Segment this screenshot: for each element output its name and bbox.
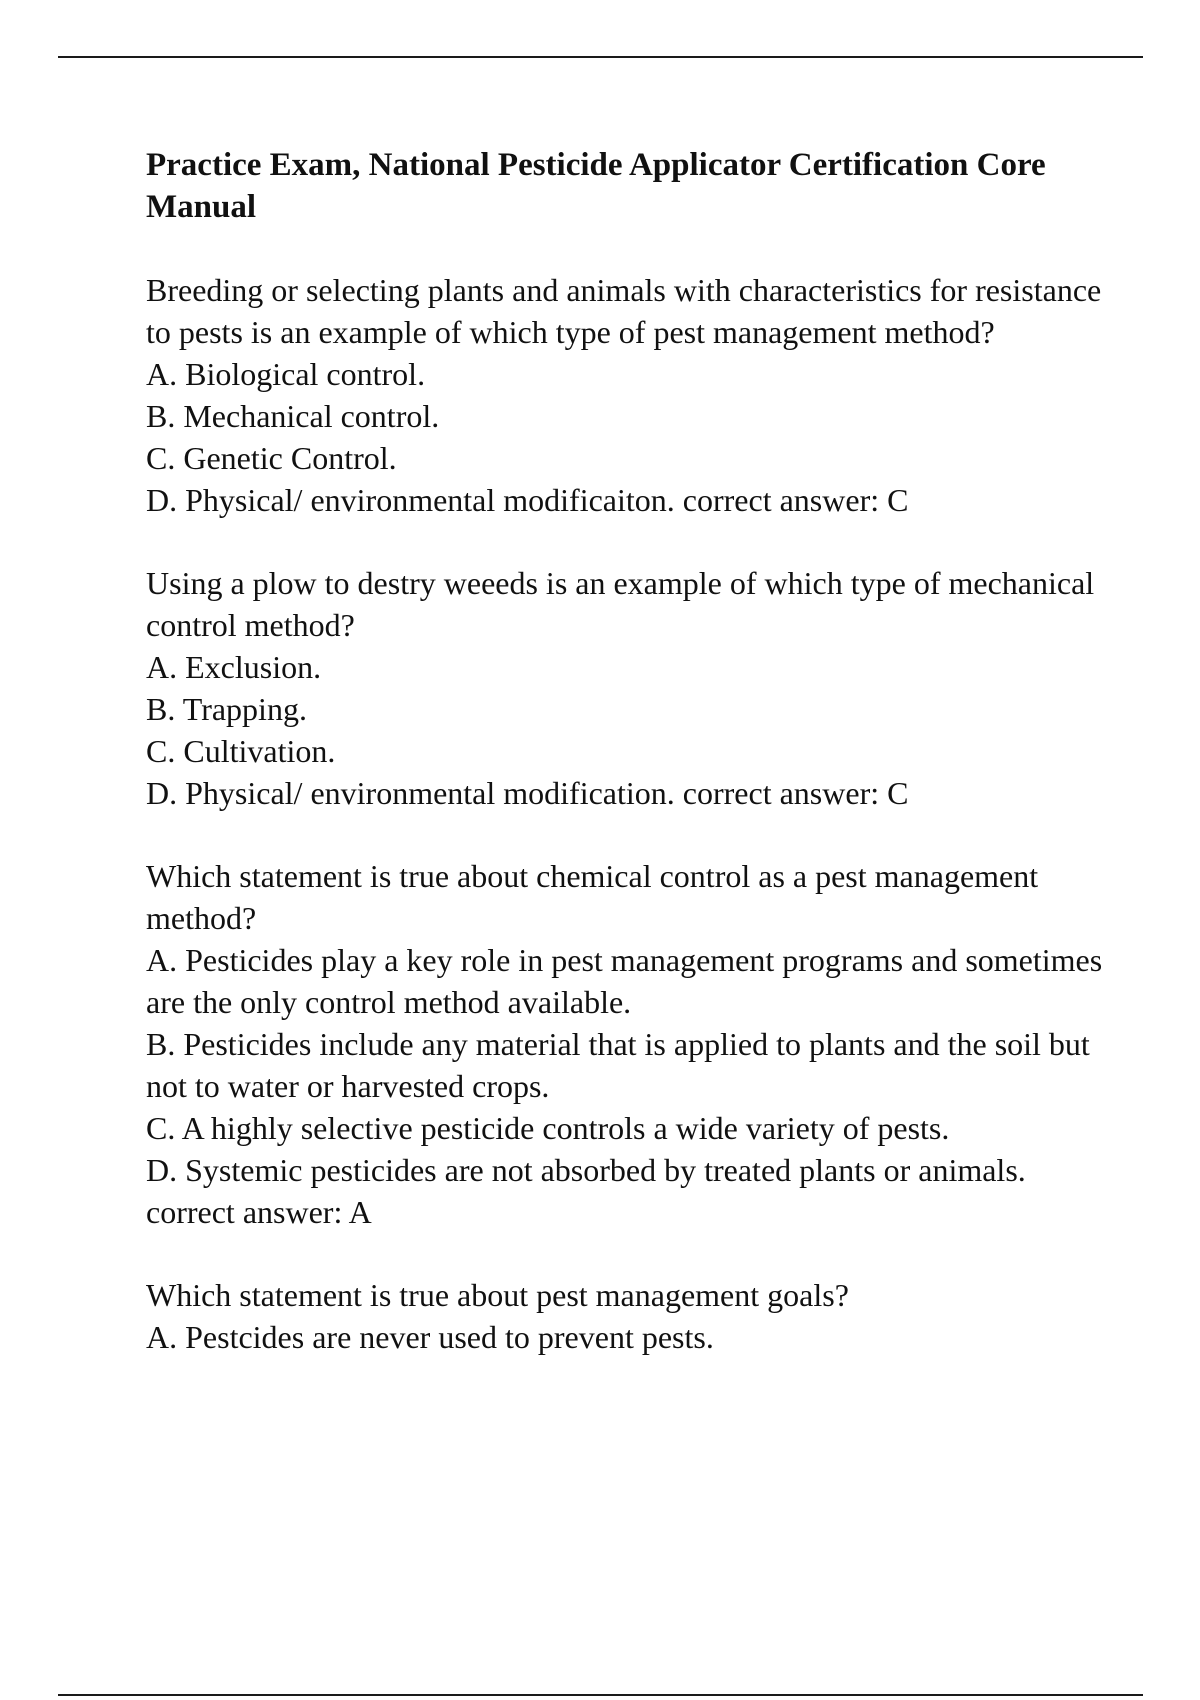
question-text: Which statement is true about pest management goals? — [146, 1277, 849, 1313]
question-1 — [146, 269, 1106, 521]
option-b: B. Trapping. — [146, 691, 307, 727]
option-a: A. Exclusion. — [146, 649, 322, 685]
option-b: B. Pesticides include any material that is applied to plants and the soil but not to water or harvested crops. — [146, 1026, 1090, 1104]
question-2 — [146, 562, 1106, 814]
question-text: Breeding or selecting plants and animals with characteristics for resistance to pests is an example of which type of pest management method? — [146, 272, 1102, 350]
option-c: C. Cultivation. — [146, 733, 336, 769]
option-a: A. Pestcides are never used to prevent pests. — [146, 1319, 714, 1355]
bottom-divider — [58, 1694, 1143, 1696]
option-d-with-answer: D. Physical/ environmental modificaiton. correct answer: C — [146, 482, 909, 518]
option-d-with-answer: D. Physical/ environmental modification. correct answer: C — [146, 775, 909, 811]
question-text: Using a plow to destry weeeds is an example of which type of mechanical control method? — [146, 565, 1095, 643]
option-d-with-answer: D. Systemic pesticides are not absorbed by treated plants or animals. correct answer: A — [146, 1152, 1026, 1230]
option-a: A. Biological control. — [146, 356, 426, 392]
option-c: C. A highly selective pesticide controls a wide variety of pests. — [146, 1110, 950, 1146]
question-4 — [146, 1274, 1106, 1358]
page-title: Practice Exam, National Pesticide Applicator Certification Core Manual — [146, 147, 1046, 225]
document-body — [146, 144, 1106, 1399]
top-divider — [58, 56, 1143, 58]
option-b: B. Mechanical control. — [146, 398, 440, 434]
option-c: C. Genetic Control. — [146, 440, 397, 476]
question-text: Which statement is true about chemical control as a pest management method? — [146, 858, 1039, 936]
question-3 — [146, 855, 1106, 1233]
option-a: A. Pesticides play a key role in pest management programs and sometimes are the only control method available. — [146, 942, 1103, 1020]
